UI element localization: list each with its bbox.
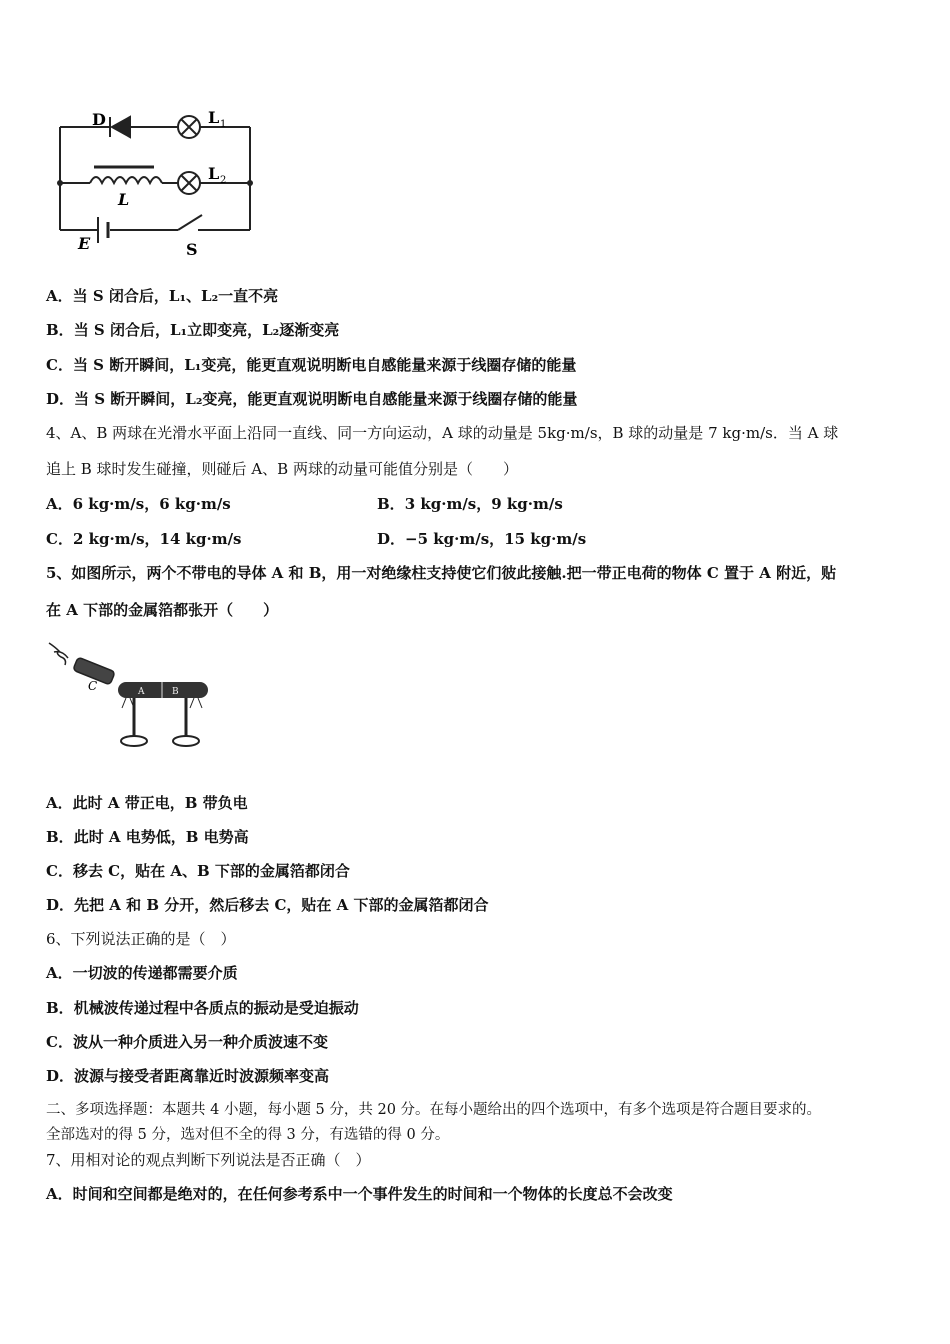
lamp2-label: L — [208, 164, 220, 183]
section2-line1: 二、多项选择题：本题共 4 小题，每小题 5 分，共 20 分。在每小题给出的四个选项中，有多个选项是符合题目要求的。 — [46, 1102, 822, 1118]
circuit-diagram — [50, 105, 265, 260]
q4-option-d: D．−5 kg·m/s，15 kg·m/s — [377, 530, 587, 548]
q3-option-d: D．当 S 断开瞬间，L₂变亮，能更直观说明断电自感能量来源于线圈存储的能量 — [46, 390, 578, 408]
conductor-b-label: B — [172, 687, 179, 697]
diode-label: D — [92, 110, 106, 129]
q6-option-b: B．机械波传递过程中各质点的振动是受迫振动 — [46, 999, 359, 1017]
q5-stem-line1: 5、如图所示，两个不带电的导体 A 和 B，用一对绝缘柱支持使它们彼此接触.把一带正电荷的物体 C 置于 A 附近，贴 — [46, 564, 837, 582]
switch-label: S — [186, 240, 198, 259]
lamp1-sub: 1 — [220, 119, 227, 130]
q5-option-c: C．移去 C，贴在 A、B 下部的金属箔都闭合 — [46, 862, 350, 880]
q6-option-a: A．一切波的传递都需要介质 — [46, 964, 238, 982]
battery-label: E — [78, 234, 91, 253]
q3-option-c: C．当 S 断开瞬间，L₁变亮，能更直观说明断电自感能量来源于线圈存储的能量 — [46, 356, 577, 374]
section2-line2: 全部选对的得 5 分，选对但不全的得 3 分，有选错的得 0 分。 — [46, 1127, 450, 1143]
conductor-diagram — [44, 638, 214, 753]
q4-option-a: A．6 kg·m/s，6 kg·m/s — [46, 495, 231, 513]
q6-option-d: D．波源与接受者距离靠近时波源频率变高 — [46, 1067, 330, 1085]
q7-stem: 7、用相对论的观点判断下列说法是否正确（ ） — [46, 1151, 371, 1169]
q4-option-b: B．3 kg·m/s，9 kg·m/s — [377, 495, 563, 513]
q5-option-d: D．先把 A 和 B 分开，然后移去 C，贴在 A 下部的金属箔都闭合 — [46, 896, 489, 914]
lamp1-label: L — [208, 108, 220, 127]
q3-option-b: B．当 S 闭合后，L₁立即变亮，L₂逐渐变亮 — [46, 321, 340, 339]
q4-option-c: C．2 kg·m/s，14 kg·m/s — [46, 530, 242, 548]
conductor-a-label: A — [138, 687, 145, 697]
lamp2-sub: 2 — [220, 175, 227, 186]
q3-option-a: A．当 S 闭合后，L₁、L₂一直不亮 — [46, 287, 279, 305]
q5-option-a: A．此时 A 带正电，B 带负电 — [46, 794, 248, 812]
q7-option-a: A．时间和空间都是绝对的，在任何参考系中一个事件发生的时间和一个物体的长度总不会改变 — [46, 1185, 673, 1203]
q5-option-b: B．此时 A 电势低，B 电势高 — [46, 828, 249, 846]
q6-stem: 6、下列说法正确的是（ ） — [46, 930, 236, 948]
inductor-label: L — [118, 190, 130, 209]
q4-stem-line1: 4、A、B 两球在光滑水平面上沿同一直线、同一方向运动，A 球的动量是 5kg·m/s，B 球的动量是 7 kg·m/s．当 A 球 — [46, 424, 839, 442]
q6-option-c: C．波从一种介质进入另一种介质波速不变 — [46, 1033, 328, 1051]
rod-c-label: C — [88, 679, 98, 693]
q4-stem-line2: 追上 B 球时发生碰撞，则碰后 A、B 两球的动量可能值分别是（ ） — [46, 460, 518, 478]
q5-stem-line2: 在 A 下部的金属箔都张开（ ） — [46, 601, 279, 619]
